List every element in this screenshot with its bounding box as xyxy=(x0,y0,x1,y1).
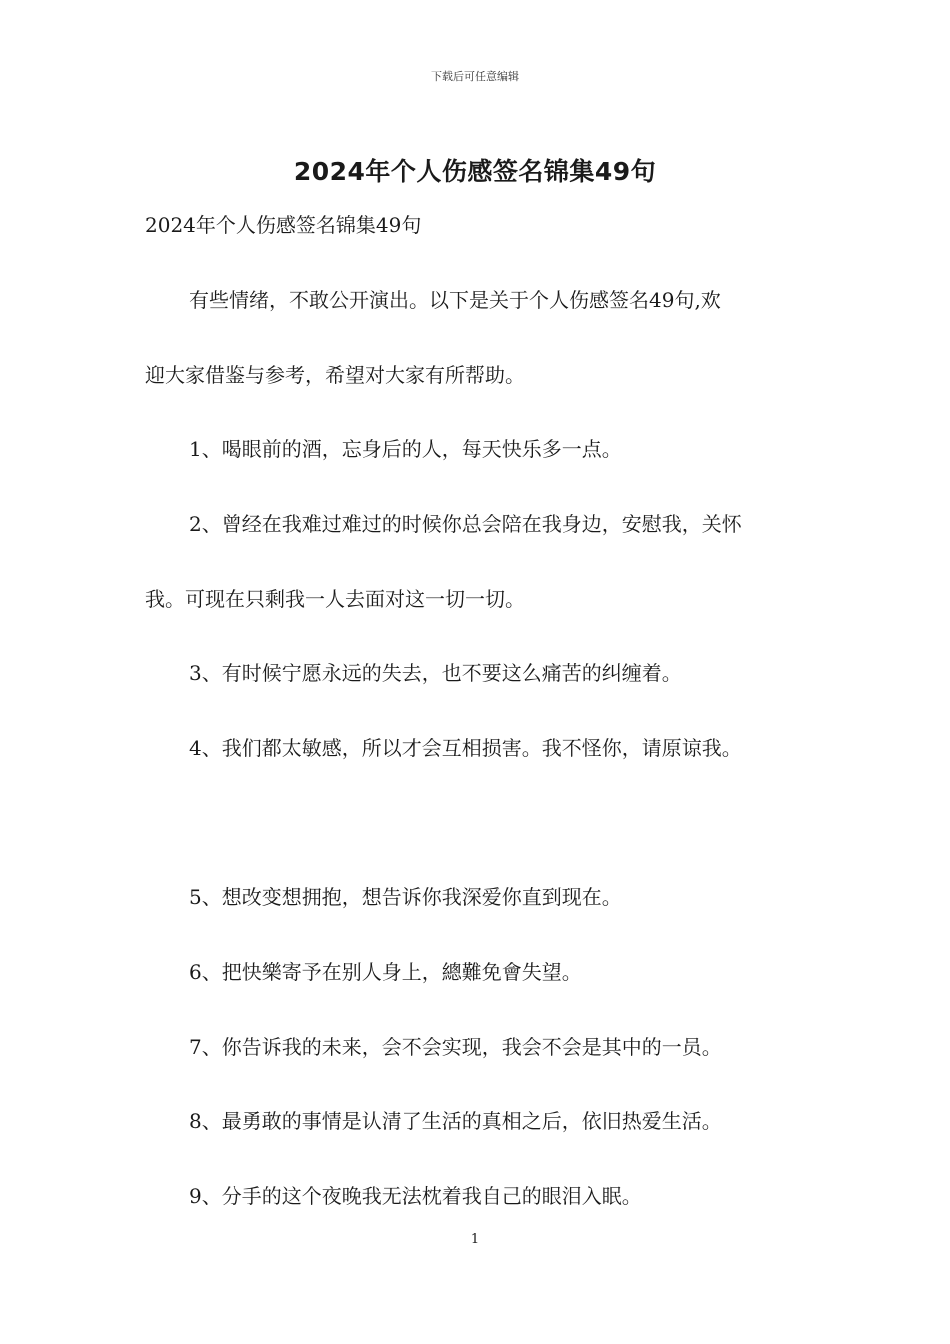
list-item-7: 7、你告诉我的未来，会不会实现，我会不会是其中的一员。 xyxy=(189,1035,722,1059)
intro-line-1: 有些情绪，不敢公开演出。以下是关于个人伤感签名49句,欢 xyxy=(189,288,721,312)
intro-line-2: 迎大家借鉴与参考，希望对大家有所帮助。 xyxy=(145,363,525,387)
list-item-2-line-1: 2、曾经在我难过难过的时候你总会陪在我身边，安慰我，关怀 xyxy=(189,512,742,536)
document-title: 2024年个人伤感签名锦集49句 xyxy=(293,157,657,186)
list-item-5: 5、想改变想拥抱，想告诉你我深爱你直到现在。 xyxy=(189,885,622,909)
list-item-9: 9、分手的这个夜晚我无法枕着我自己的眼泪入眠。 xyxy=(189,1184,642,1208)
subtitle: 2024年个人伤感签名锦集49句 xyxy=(145,213,422,237)
header-note: 下载后可任意编辑 xyxy=(431,70,519,83)
list-item-3: 3、有时候宁愿永远的失去，也不要这么痛苦的纠缠着。 xyxy=(189,661,682,685)
list-item-8: 8、最勇敢的事情是认清了生活的真相之后，依旧热爱生活。 xyxy=(189,1109,722,1133)
list-item-6: 6、把快樂寄予在别人身上，總難免會失望。 xyxy=(189,960,582,984)
list-item-4: 4、我们都太敏感，所以才会互相损害。我不怪你，请原谅我。 xyxy=(189,736,742,760)
list-item-2-line-2: 我。可现在只剩我一人去面对这一切一切。 xyxy=(145,587,525,611)
list-item-1: 1、喝眼前的酒，忘身后的人，每天快乐多一点。 xyxy=(189,437,622,461)
page-number: 1 xyxy=(470,1232,480,1247)
